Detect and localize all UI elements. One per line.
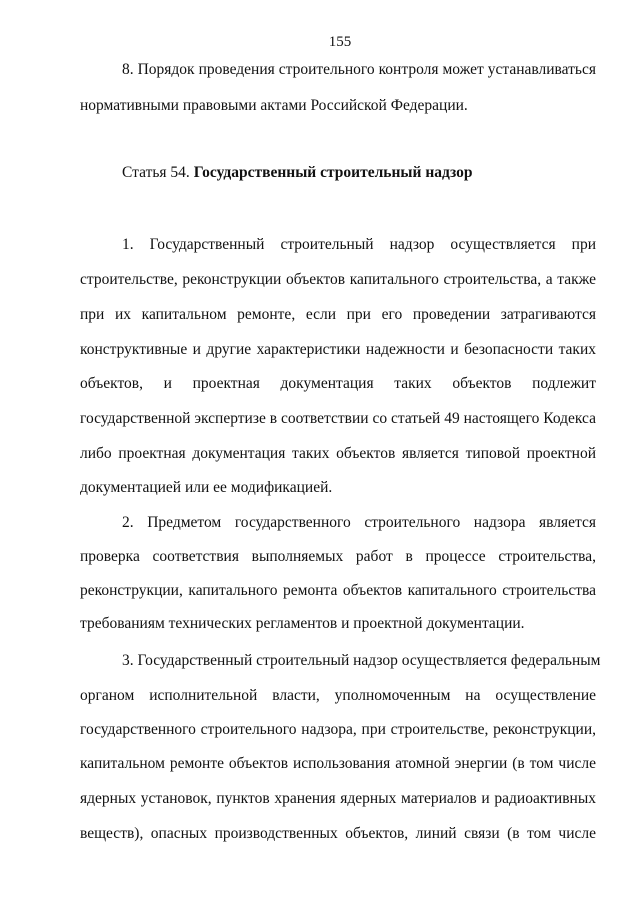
paragraph-8-line: нормативными правовыми актами Российской Федерации.: [80, 97, 468, 114]
paragraph-1-line: конструктивные и другие характеристики надежности и безопасности таких: [80, 341, 596, 358]
paragraph-3-line: веществ), опасных производственных объектов, линий связи (в том числе: [80, 825, 596, 842]
paragraph-3-line: государственного строительного надзора, при строительстве, реконструкции,: [80, 721, 596, 738]
paragraph-3-line: органом исполнительной власти, уполномоченным на осуществление: [80, 687, 596, 704]
paragraph-1-line: строительстве, реконструкции объектов капитального строительства, а также: [80, 271, 596, 288]
paragraph-1-line: 1. Государственный строительный надзор осуществляется при: [122, 236, 596, 253]
paragraph-3-line: капитальном ремонте объектов использования атомной энергии (в том числе: [80, 755, 596, 772]
paragraph-3-line: ядерных установок, пунктов хранения ядерных материалов и радиоактивных: [80, 790, 596, 807]
paragraph-3-line: 3. Государственный строительный надзор осуществляется федеральным: [122, 652, 601, 669]
paragraph-1-line: государственной экспертизе в соответствии со статьей 49 настоящего Кодекса: [80, 410, 596, 427]
paragraph-1-line: объектов, и проектная документация таких объектов подлежит: [80, 375, 596, 392]
paragraph-1-line: либо проектная документация таких объектов является типовой проектной: [80, 445, 596, 462]
article-title: Государственный строительный надзор: [193, 164, 473, 181]
article-heading: [122, 163, 473, 183]
page-number: 155: [328, 34, 352, 50]
paragraph-1-line: при их капитальном ремонте, если при его проведении затрагиваются: [80, 306, 596, 323]
paragraph-2-line: требованиям технических регламентов и проектной документации.: [80, 615, 525, 632]
paragraph-2-line: 2. Предметом государственного строительного надзора является: [122, 514, 596, 531]
paragraph-1-line: документацией или ее модификацией.: [80, 479, 333, 496]
article-prefix: Статья 54.: [122, 164, 190, 181]
paragraph-8-line: 8. Порядок проведения строительного контроля может устанавливаться: [122, 61, 596, 78]
paragraph-2-line: реконструкции, капитального ремонта объектов капитального строительства: [80, 582, 596, 599]
paragraph-2-line: проверка соответствия выполняемых работ в процессе строительства,: [80, 548, 596, 565]
